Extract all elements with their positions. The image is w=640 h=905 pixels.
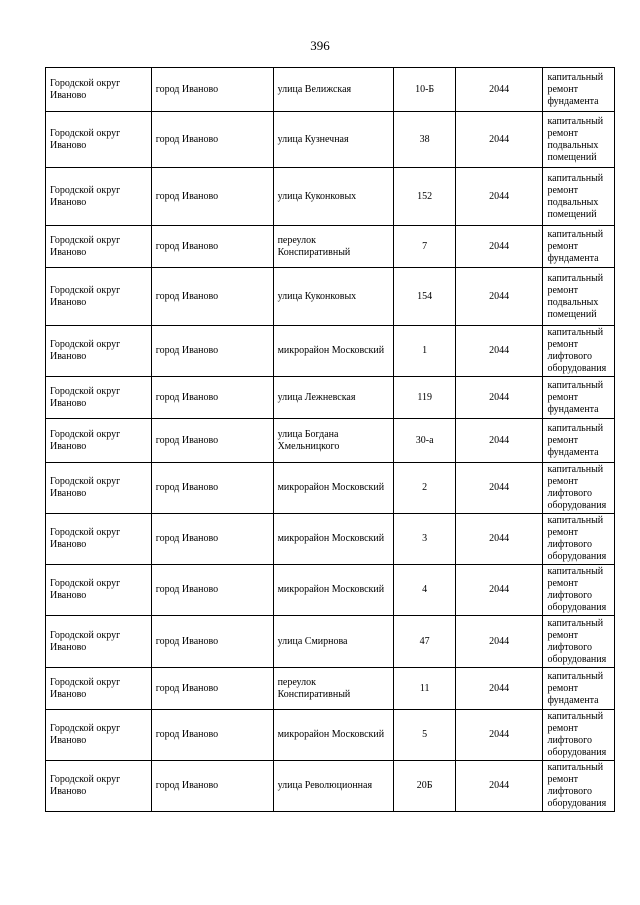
city-cell	[151, 268, 273, 326]
work-type-line: лифтового	[547, 351, 593, 362]
city-cell	[151, 514, 273, 565]
year-cell-text: 2044	[489, 83, 510, 95]
house-number-cell	[394, 226, 455, 268]
work-type-line: оборудования	[547, 500, 607, 511]
year-cell-text: 2044	[489, 290, 510, 302]
house-number-cell	[394, 710, 455, 761]
street-cell	[273, 761, 394, 812]
table-row	[46, 377, 615, 419]
street-cell-text: микрорайон Московский	[277, 729, 385, 740]
year-cell-text: 2044	[489, 391, 510, 403]
street-cell	[273, 710, 394, 761]
table-row	[46, 463, 615, 514]
repair-schedule-table	[45, 67, 615, 812]
street-cell	[273, 419, 394, 463]
work-type-line: фундамента	[547, 403, 599, 415]
table-row	[46, 514, 615, 565]
year-cell-text: 2044	[489, 133, 510, 145]
street-cell	[273, 68, 394, 112]
work-type-line: подвальных	[547, 196, 599, 208]
okrug-cell	[46, 326, 152, 377]
work-type-line: капитальный	[547, 464, 604, 475]
city-cell-text: город Иваново	[155, 434, 219, 446]
work-type-line: ремонт	[547, 476, 578, 487]
street-cell-text: улица Богдана Хмельницкого	[277, 428, 340, 452]
house-number-cell	[394, 326, 455, 377]
work-type-line: капитальный	[547, 379, 604, 391]
year-cell-text: 2044	[489, 190, 510, 202]
city-cell-text: город Иваново	[155, 533, 219, 544]
year-cell	[455, 68, 543, 112]
house-number-cell	[394, 463, 455, 514]
year-cell	[455, 168, 543, 226]
city-cell-text: город Иваново	[155, 682, 219, 694]
street-cell-text: переулок Конспиративный	[277, 234, 351, 258]
house-number-cell	[394, 668, 455, 710]
house-number-cell-text: 119	[417, 391, 432, 403]
house-number-cell-text: 38	[419, 133, 430, 145]
city-cell	[151, 616, 273, 668]
work-type-line: лифтового	[547, 488, 593, 499]
city-cell	[151, 377, 273, 419]
okrug-cell	[46, 463, 152, 514]
city-cell-text: город Иваново	[155, 290, 219, 302]
city-cell	[151, 565, 273, 616]
street-cell	[273, 377, 394, 419]
work-type-line: капитальный	[547, 515, 604, 526]
street-cell-text: улица Велижская	[277, 83, 352, 95]
year-cell-text: 2044	[489, 780, 510, 791]
work-type-line: ремонт	[547, 629, 578, 641]
work-type-cell	[543, 514, 615, 565]
okrug-cell-text: Городской округ Иваново	[50, 339, 121, 362]
okrug-cell	[46, 168, 152, 226]
year-cell-text: 2044	[489, 729, 510, 740]
work-type-cell	[543, 112, 615, 168]
okrug-cell	[46, 761, 152, 812]
year-cell-text: 2044	[489, 345, 510, 356]
year-cell-text: 2044	[489, 434, 510, 446]
house-number-cell	[394, 565, 455, 616]
table-row	[46, 68, 615, 112]
work-type-line: фундамента	[547, 252, 599, 264]
street-cell-text: улица Куконковых	[277, 290, 357, 302]
house-number-cell	[394, 616, 455, 668]
okrug-cell	[46, 710, 152, 761]
table-body	[46, 68, 615, 812]
okrug-cell-text: Городской округ Иваново	[50, 476, 121, 499]
city-cell	[151, 326, 273, 377]
work-type-line: ремонт	[547, 527, 578, 538]
city-cell	[151, 168, 273, 226]
okrug-cell-text: Городской округ Иваново	[50, 385, 121, 409]
work-type-line: оборудования	[547, 653, 607, 665]
year-cell-text: 2044	[489, 584, 510, 595]
year-cell	[455, 616, 543, 668]
work-type-cell	[543, 565, 615, 616]
work-type-line: лифтового	[547, 539, 593, 550]
city-cell	[151, 419, 273, 463]
house-number-cell	[394, 112, 455, 168]
house-number-cell-text: 152	[417, 190, 433, 202]
street-cell-text: микрорайон Московский	[277, 584, 385, 595]
work-type-cell	[543, 268, 615, 326]
work-type-line: капитальный	[547, 228, 604, 240]
city-cell-text: город Иваново	[155, 240, 219, 252]
okrug-cell-text: Городской округ Иваново	[50, 774, 121, 797]
house-number-cell	[394, 377, 455, 419]
year-cell	[455, 419, 543, 463]
work-type-cell	[543, 377, 615, 419]
okrug-cell-text: Городской округ Иваново	[50, 428, 121, 452]
work-type-line: капитальный	[547, 172, 604, 184]
year-cell	[455, 112, 543, 168]
year-cell	[455, 514, 543, 565]
work-type-line: ремонт	[547, 578, 578, 589]
work-type-line: ремонт	[547, 723, 578, 734]
city-cell	[151, 761, 273, 812]
street-cell-text: микрорайон Московский	[277, 533, 385, 544]
year-cell	[455, 226, 543, 268]
work-type-cell	[543, 616, 615, 668]
house-number-cell-text: 10-Б	[415, 83, 435, 95]
okrug-cell-text: Городской округ Иваново	[50, 578, 121, 601]
work-type-line: капитальный	[547, 670, 604, 682]
city-cell-text: город Иваново	[155, 133, 219, 145]
house-number-cell-text: 4	[422, 584, 428, 595]
work-type-cell	[543, 761, 615, 812]
okrug-cell-text: Городской округ Иваново	[50, 676, 121, 700]
year-cell	[455, 761, 543, 812]
work-type-line: помещений	[547, 208, 597, 220]
okrug-cell-text: Городской округ Иваново	[50, 127, 121, 151]
city-cell-text: город Иваново	[155, 345, 219, 356]
work-type-line: лифтового	[547, 590, 593, 601]
page-number: 396	[310, 38, 330, 53]
okrug-cell-text: Городской округ Иваново	[50, 629, 121, 653]
house-number-cell-text: 11	[419, 682, 430, 694]
street-cell	[273, 326, 394, 377]
house-number-cell-text: 30-а	[415, 434, 434, 446]
city-cell	[151, 226, 273, 268]
city-cell	[151, 68, 273, 112]
work-type-line: оборудования	[547, 551, 607, 562]
table-row	[46, 565, 615, 616]
table-row	[46, 419, 615, 463]
work-type-line: помещений	[547, 308, 597, 320]
city-cell-text: город Иваново	[155, 780, 219, 791]
work-type-line: оборудования	[547, 798, 607, 809]
house-number-cell-text: 7	[422, 240, 428, 252]
work-type-line: оборудования	[547, 363, 607, 374]
city-cell-text: город Иваново	[155, 83, 219, 95]
street-cell	[273, 268, 394, 326]
work-type-line: капитальный	[547, 711, 604, 722]
work-type-line: ремонт	[547, 284, 578, 296]
work-type-line: ремонт	[547, 127, 578, 139]
work-type-line: капитальный	[547, 762, 604, 773]
work-type-line: капитальный	[547, 327, 604, 338]
work-type-cell	[543, 326, 615, 377]
year-cell	[455, 268, 543, 326]
house-number-cell-text: 3	[422, 533, 428, 544]
table-row	[46, 710, 615, 761]
work-type-line: лифтового	[547, 641, 593, 653]
year-cell-text: 2044	[489, 482, 510, 493]
table-row	[46, 168, 615, 226]
okrug-cell-text: Городской округ Иваново	[50, 184, 121, 208]
work-type-line: оборудования	[547, 602, 607, 613]
okrug-cell	[46, 668, 152, 710]
street-cell	[273, 616, 394, 668]
okrug-cell-text: Городской округ Иваново	[50, 77, 121, 101]
city-cell-text: город Иваново	[155, 391, 219, 403]
year-cell	[455, 565, 543, 616]
work-type-line: ремонт	[547, 774, 578, 785]
work-type-line: подвальных	[547, 139, 599, 151]
work-type-line: ремонт	[547, 83, 578, 95]
city-cell	[151, 112, 273, 168]
work-type-line: капитальный	[547, 71, 604, 83]
house-number-cell-text: 1	[422, 345, 428, 356]
city-cell-text: город Иваново	[155, 190, 219, 202]
street-cell	[273, 226, 394, 268]
street-cell-text: улица Смирнова	[277, 635, 348, 647]
work-type-line: подвальных	[547, 296, 599, 308]
house-number-cell-text: 2	[422, 482, 428, 493]
work-type-line: ремонт	[547, 682, 578, 694]
work-type-line: капитальный	[547, 422, 604, 434]
table-row	[46, 761, 615, 812]
okrug-cell	[46, 616, 152, 668]
street-cell	[273, 514, 394, 565]
house-number-cell	[394, 514, 455, 565]
year-cell	[455, 326, 543, 377]
city-cell-text: город Иваново	[155, 635, 219, 647]
street-cell	[273, 565, 394, 616]
okrug-cell	[46, 226, 152, 268]
work-type-line: капитальный	[547, 566, 604, 577]
year-cell	[455, 668, 543, 710]
okrug-cell	[46, 377, 152, 419]
city-cell-text: город Иваново	[155, 584, 219, 595]
okrug-cell	[46, 419, 152, 463]
street-cell	[273, 463, 394, 514]
work-type-line: ремонт	[547, 339, 578, 350]
street-cell	[273, 168, 394, 226]
work-type-cell	[543, 168, 615, 226]
work-type-line: ремонт	[547, 434, 578, 446]
house-number-cell-text: 20Б	[416, 780, 433, 791]
okrug-cell-text: Городской округ Иваново	[50, 723, 121, 746]
street-cell	[273, 112, 394, 168]
okrug-cell	[46, 112, 152, 168]
work-type-line: фундамента	[547, 446, 599, 458]
work-type-line: капитальный	[547, 115, 604, 127]
work-type-cell	[543, 419, 615, 463]
work-type-line: фундамента	[547, 694, 599, 706]
table-row	[46, 268, 615, 326]
year-cell-text: 2044	[489, 635, 510, 647]
city-cell	[151, 463, 273, 514]
street-cell-text: улица Революционная	[277, 780, 373, 791]
okrug-cell-text: Городской округ Иваново	[50, 284, 121, 308]
house-number-cell	[394, 419, 455, 463]
work-type-line: лифтового	[547, 735, 593, 746]
okrug-cell	[46, 268, 152, 326]
year-cell-text: 2044	[489, 533, 510, 544]
city-cell-text: город Иваново	[155, 482, 219, 493]
house-number-cell-text: 5	[422, 729, 428, 740]
table-row	[46, 326, 615, 377]
work-type-cell	[543, 668, 615, 710]
work-type-line: помещений	[547, 151, 597, 163]
okrug-cell-text: Городской округ Иваново	[50, 234, 121, 258]
table-row	[46, 226, 615, 268]
year-cell	[455, 377, 543, 419]
house-number-cell	[394, 68, 455, 112]
city-cell	[151, 668, 273, 710]
house-number-cell-text: 154	[417, 290, 433, 302]
table-row	[46, 616, 615, 668]
work-type-line: фундамента	[547, 95, 599, 107]
house-number-cell	[394, 168, 455, 226]
work-type-cell	[543, 710, 615, 761]
city-cell	[151, 710, 273, 761]
year-cell	[455, 463, 543, 514]
work-type-line: ремонт	[547, 391, 578, 403]
work-type-line: лифтового	[547, 786, 593, 797]
work-type-cell	[543, 68, 615, 112]
work-type-line: ремонт	[547, 184, 578, 196]
year-cell-text: 2044	[489, 240, 510, 252]
street-cell-text: переулок Конспиративный	[277, 676, 351, 700]
street-cell-text: микрорайон Московский	[277, 482, 385, 493]
okrug-cell	[46, 514, 152, 565]
house-number-cell	[394, 761, 455, 812]
work-type-line: ремонт	[547, 240, 578, 252]
work-type-cell	[543, 463, 615, 514]
street-cell-text: улица Кузнечная	[277, 133, 349, 145]
work-type-line: капитальный	[547, 617, 604, 629]
street-cell-text: улица Куконковых	[277, 190, 357, 202]
work-type-line: капитальный	[547, 272, 604, 284]
street-cell-text: микрорайон Московский	[277, 345, 385, 356]
work-type-line: оборудования	[547, 747, 607, 758]
house-number-cell	[394, 268, 455, 326]
okrug-cell	[46, 68, 152, 112]
street-cell	[273, 668, 394, 710]
work-type-cell	[543, 226, 615, 268]
table-row	[46, 668, 615, 710]
table-row	[46, 112, 615, 168]
street-cell-text: улица Лежневская	[277, 391, 356, 403]
okrug-cell	[46, 565, 152, 616]
house-number-cell-text: 47	[419, 635, 430, 647]
year-cell-text: 2044	[489, 682, 510, 694]
city-cell-text: город Иваново	[155, 729, 219, 740]
year-cell	[455, 710, 543, 761]
okrug-cell-text: Городской округ Иваново	[50, 527, 121, 550]
